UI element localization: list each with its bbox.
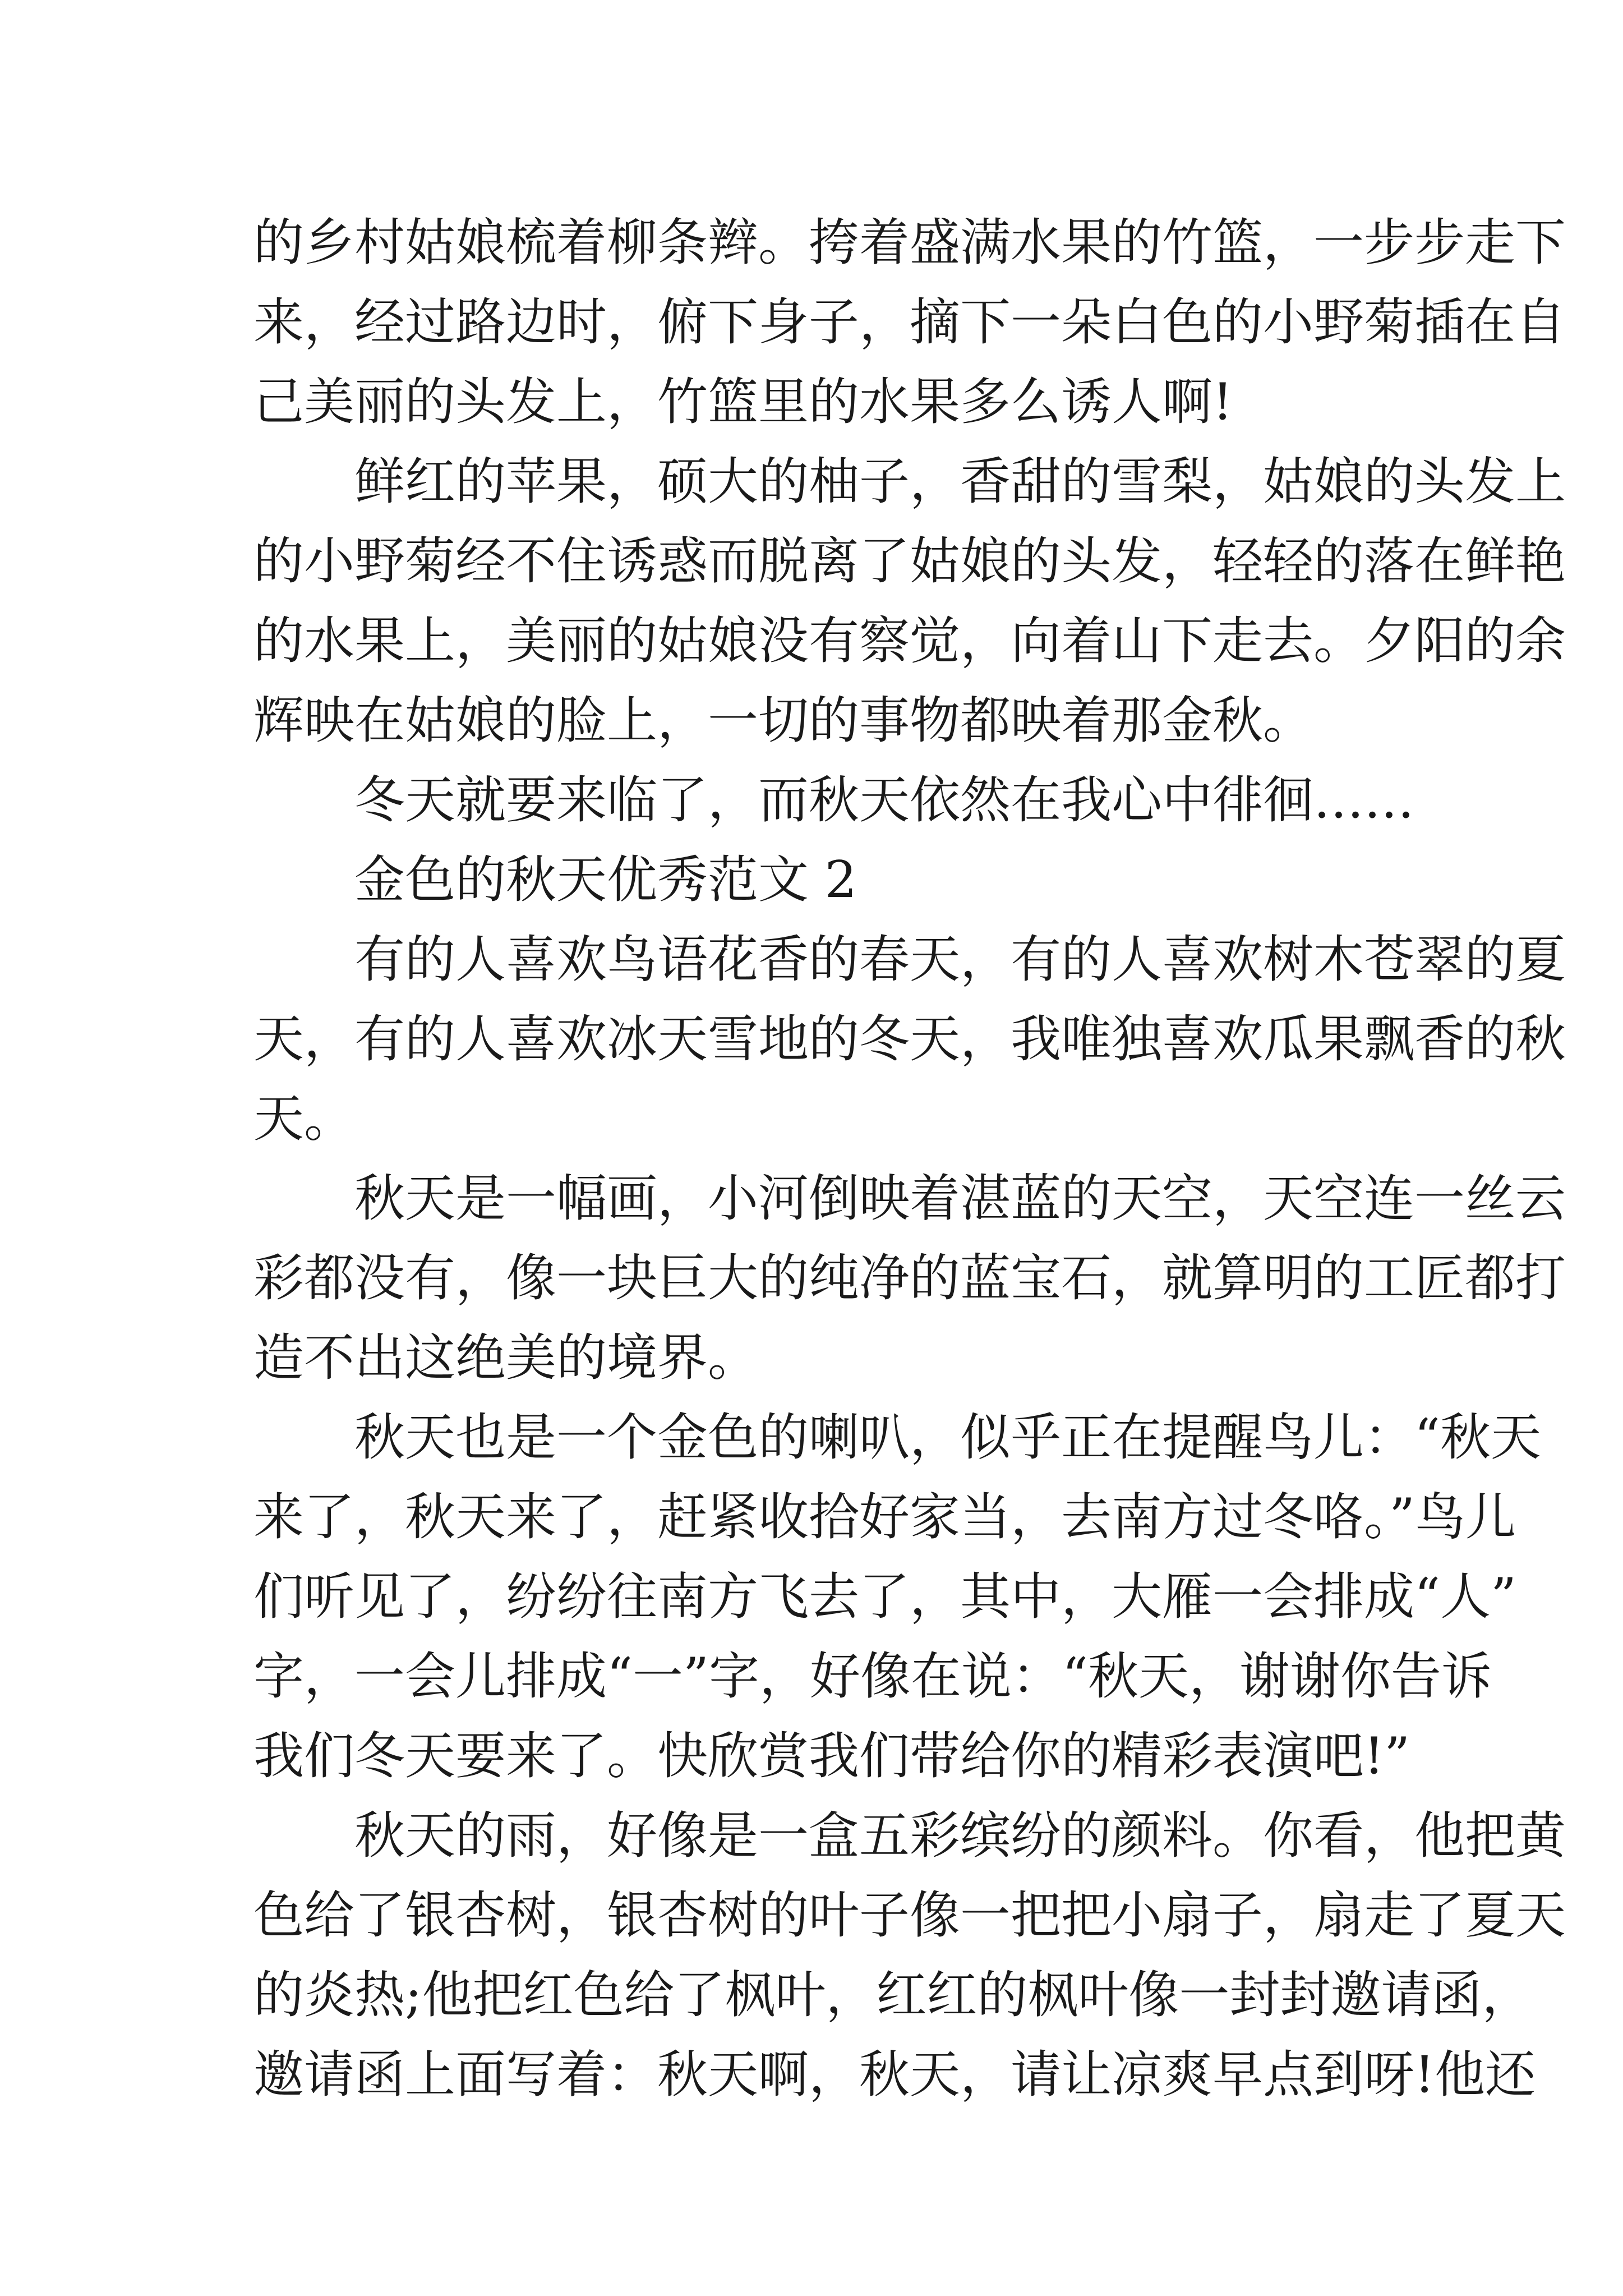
- paragraph-first-line: 冬天就要来临了，而秋天依然在我心中徘徊……: [354, 771, 1414, 830]
- text-line: 天，有的人喜欢冰天雪地的冬天，我唯独喜欢瓜果飘香的秋: [253, 1010, 1566, 1069]
- text-line: 彩都没有，像一块巨大的纯净的蓝宝石，就算明的工匠都打: [253, 1249, 1566, 1308]
- paragraph-first-line: 鲜红的苹果，硕大的柚子，香甜的雪梨，姑娘的头发上: [354, 452, 1566, 511]
- text-line: 邀请函上面写着：秋天啊，秋天，请让凉爽早点到呀!他还: [253, 2045, 1536, 2104]
- text-line: 的水果上，美丽的姑娘没有察觉，向着山下走去。夕阳的余: [253, 611, 1566, 670]
- text-line: 辉映在姑娘的脸上，一切的事物都映着那金秋。: [253, 691, 1313, 750]
- section-heading: 金色的秋天优秀范文 2: [354, 850, 857, 909]
- text-line: 来了，秋天来了，赶紧收拾好家当，去南方过冬咯。”鸟儿: [253, 1488, 1516, 1547]
- text-line: 的乡村姑娘梳着柳条辫。挎着盛满水果的竹篮，一步步走下: [253, 213, 1566, 272]
- text-line: 己美丽的头发上，竹篮里的水果多么诱人啊!: [253, 372, 1233, 431]
- text-line: 我们冬天要来了。快欣赏我们带给你的精彩表演吧!”: [253, 1727, 1410, 1786]
- text-line: 字，一会儿排成“一”字，好像在说：“秋天，谢谢你告诉: [253, 1647, 1492, 1706]
- text-line: 造不出这绝美的境界。: [253, 1328, 758, 1387]
- paragraph-first-line: 有的人喜欢鸟语花香的春天，有的人喜欢树木苍翠的夏: [354, 930, 1566, 989]
- paragraph-first-line: 秋天也是一个金色的喇叭，似乎正在提醒鸟儿：“秋天: [354, 1408, 1542, 1467]
- text-line: 天。: [253, 1089, 354, 1148]
- text-line: 的炎热;他把红色给了枫叶，红红的枫叶像一封封邀请函，: [253, 1966, 1533, 2024]
- text-line: 的小野菊经不住诱惑而脱离了姑娘的头发，轻轻的落在鲜艳: [253, 532, 1566, 591]
- paragraph-first-line: 秋天是一幅画，小河倒映着湛蓝的天空，天空连一丝云: [354, 1169, 1566, 1228]
- text-line: 来，经过路边时，俯下身子，摘下一朵白色的小野菊插在自: [253, 293, 1566, 352]
- text-line: 们听见了，纷纷往南方飞去了，其中，大雁一会排成“人”: [253, 1567, 1517, 1626]
- paragraph-first-line: 秋天的雨，好像是一盒五彩缤纷的颜料。你看，他把黄: [354, 1806, 1566, 1865]
- text-line: 色给了银杏树，银杏树的叶子像一把把小扇子，扇走了夏天: [253, 1886, 1566, 1945]
- document-body: [253, 203, 1566, 2115]
